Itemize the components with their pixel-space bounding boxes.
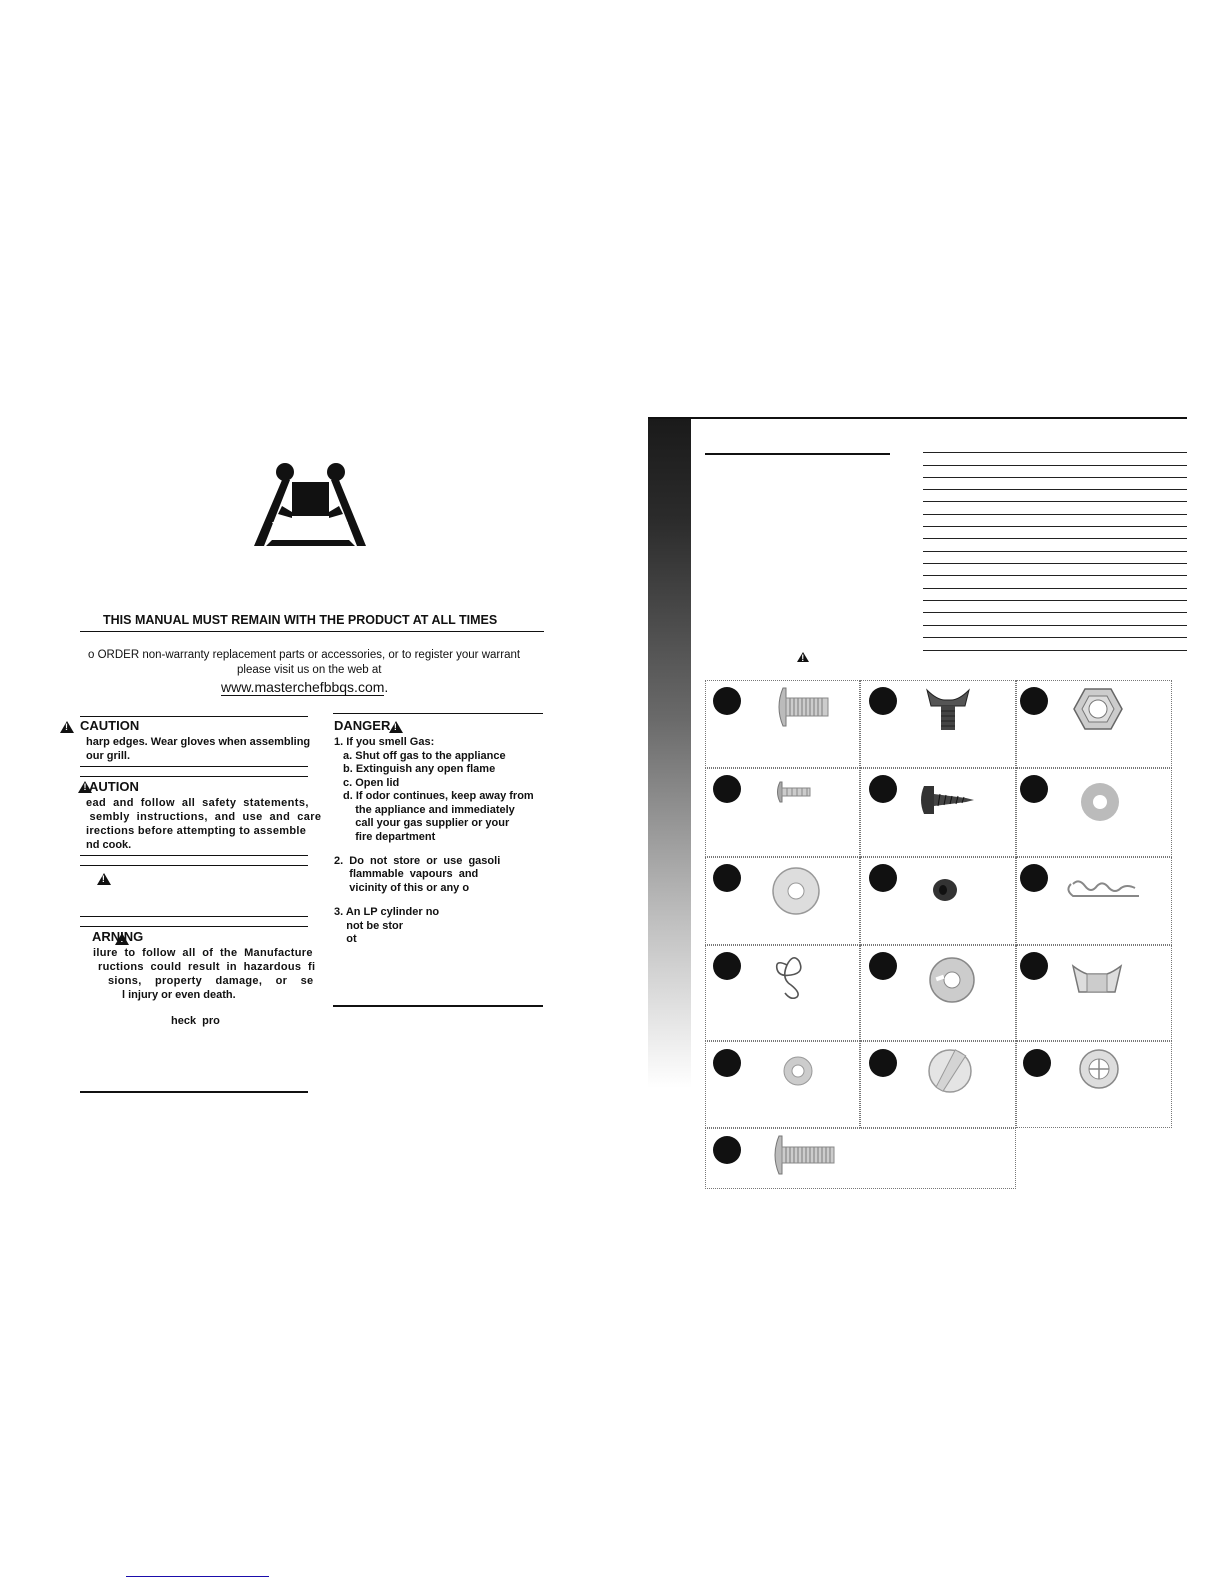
warning-triangle-icon: [797, 652, 809, 662]
warning-line1: ilure to follow all of the Manufacture: [93, 947, 313, 959]
danger-title: DANGER: [334, 718, 391, 733]
warning-line4: l injury or even death.: [122, 989, 236, 1001]
warning-line2: ructions could result in hazardous fi: [98, 961, 316, 973]
self-tapping-screw-icon: [920, 782, 976, 818]
danger-sub-d4: fire department: [343, 831, 436, 843]
caution2-line2: sembly instructions, and use and care: [86, 811, 322, 823]
small-washer-icon: [783, 1056, 813, 1086]
warning-extra: heck pro: [171, 1015, 220, 1027]
part-number-dot: [869, 864, 897, 892]
part-number-dot: [1020, 775, 1048, 803]
section-heading-rule: [705, 453, 890, 455]
part-number-dot: [713, 1049, 741, 1077]
parts-list-rule: [923, 465, 1187, 466]
danger-item3-line3: ot: [334, 933, 357, 945]
danger-item3-line1: 3. An LP cylinder no: [334, 906, 440, 918]
parts-list-rule: [923, 600, 1187, 601]
danger-sub-d3: call your gas supplier or your: [343, 817, 510, 829]
link-underline: [126, 1576, 269, 1577]
hardware-grid: [705, 680, 1172, 1189]
part-number-dot: [1020, 952, 1048, 980]
warning-triangle-icon: [389, 721, 403, 733]
part-number-dot: [1020, 687, 1048, 715]
caution1-line1: harp edges. Wear gloves when assembling: [86, 736, 311, 748]
danger-sub-b: b. Extinguish any open flame: [343, 763, 496, 775]
caution2-top-rule: [80, 776, 308, 777]
website-period: .: [384, 679, 389, 695]
danger-item3-line2: not be stor: [334, 920, 404, 932]
part-number-dot: [713, 1136, 741, 1164]
danger-sub-d2: the appliance and immediately: [343, 804, 515, 816]
caution1-bottom-rule: [80, 766, 308, 767]
order-text-line1: o ORDER non-warranty replacement parts or accessories, or to register your warrant: [88, 649, 521, 661]
control-knob-icon: [927, 1046, 973, 1094]
website-link[interactable]: www.masterchefbbqs.com: [221, 679, 385, 695]
part-number-dot: [713, 687, 741, 715]
part-number-dot: [869, 952, 897, 980]
page-side-bar: [648, 418, 691, 1088]
parts-list-rule: [923, 501, 1187, 502]
danger-item2-line2: flammable vapours and: [334, 868, 479, 880]
parts-list-rule: [923, 588, 1187, 589]
parts-list-rule: [923, 452, 1187, 453]
long-truss-bolt-icon: [771, 1132, 841, 1178]
warning-triangle-icon: [60, 721, 74, 733]
caution1-line2: our grill.: [86, 750, 130, 762]
truss-head-bolt-icon: [775, 684, 835, 730]
hardware-cell: [705, 1128, 1016, 1189]
caution2-line4: nd cook.: [86, 839, 132, 851]
large-washer-icon: [771, 866, 821, 916]
part-number-dot: [869, 687, 897, 715]
danger-bottom-rule: [333, 1005, 543, 1007]
warning-line3: sions, property damage, or se: [108, 975, 314, 987]
wire-clip-icon: [771, 955, 811, 999]
parts-list-rule: [923, 563, 1187, 564]
part-number-dot: [1023, 1049, 1051, 1077]
danger-item1: 1. If you smell Gas:: [334, 736, 435, 748]
website-line: [221, 679, 388, 695]
split-lock-washer-icon: [927, 956, 977, 1004]
caution2-title: AUTION: [89, 779, 139, 794]
danger-top-rule: [333, 713, 543, 714]
part-number-dot: [1020, 864, 1048, 892]
parts-list-rule: [923, 551, 1187, 552]
warning-triangle-icon: [97, 873, 111, 885]
flat-washer-icon: [1080, 782, 1120, 822]
caution1-top-rule: [80, 716, 308, 717]
caution2-line1: ead and follow all safety statements,: [86, 797, 309, 809]
wing-nut-icon: [1071, 962, 1123, 998]
small-bolt-icon: [775, 780, 815, 804]
manual-notice-heading: THIS MANUAL MUST REMAIN WITH THE PRODUCT AT ALL TIMES: [103, 613, 498, 627]
warning-title: ARNING: [92, 929, 144, 944]
wing-bolt-icon: [923, 684, 973, 734]
caution2-line3: irections before attempting to assemble: [86, 825, 307, 837]
parts-list-rule: [923, 538, 1187, 539]
warning-bottom-rule: [80, 1091, 308, 1093]
hex-nut-icon: [1073, 686, 1123, 732]
caution1-title: CAUTION: [80, 718, 140, 733]
part-number-dot: [869, 775, 897, 803]
blank-block-bottom-rule: [80, 916, 308, 917]
small-nut-icon: [931, 878, 959, 902]
blank-block-top-rule: [80, 865, 308, 866]
parts-list-rule: [923, 612, 1187, 613]
parts-list-rule: [923, 489, 1187, 490]
part-number-dot: [713, 864, 741, 892]
parts-list-rule: [923, 575, 1187, 576]
caution2-bottom-rule: [80, 855, 308, 856]
parts-list-rule: [923, 477, 1187, 478]
push-nut-icon: [1078, 1048, 1120, 1090]
danger-item2-line3: vicinity of this or any o: [334, 882, 470, 894]
danger-item2-line1: 2. Do not store or use gasoli: [334, 855, 501, 867]
parts-list-rule: [923, 637, 1187, 638]
two-person-lift-icon: [252, 462, 368, 548]
danger-sub-a: a. Shut off gas to the appliance: [343, 750, 506, 762]
parts-list-rule: [923, 526, 1187, 527]
parts-list-rule: [923, 514, 1187, 515]
parts-list-rule: [923, 625, 1187, 626]
notice-underline: [80, 631, 544, 632]
warning-top-rule: [80, 926, 308, 927]
part-number-dot: [869, 1049, 897, 1077]
r-clip-icon: [1065, 876, 1141, 904]
parts-list-rule: [923, 650, 1187, 651]
danger-sub-c: c. Open lid: [343, 777, 400, 789]
part-number-dot: [713, 775, 741, 803]
part-number-dot: [713, 952, 741, 980]
order-text-line2: please visit us on the web at: [237, 664, 382, 676]
page-top-rule: [648, 417, 1187, 419]
danger-sub-d: d. If odor continues, keep away from: [343, 790, 534, 802]
